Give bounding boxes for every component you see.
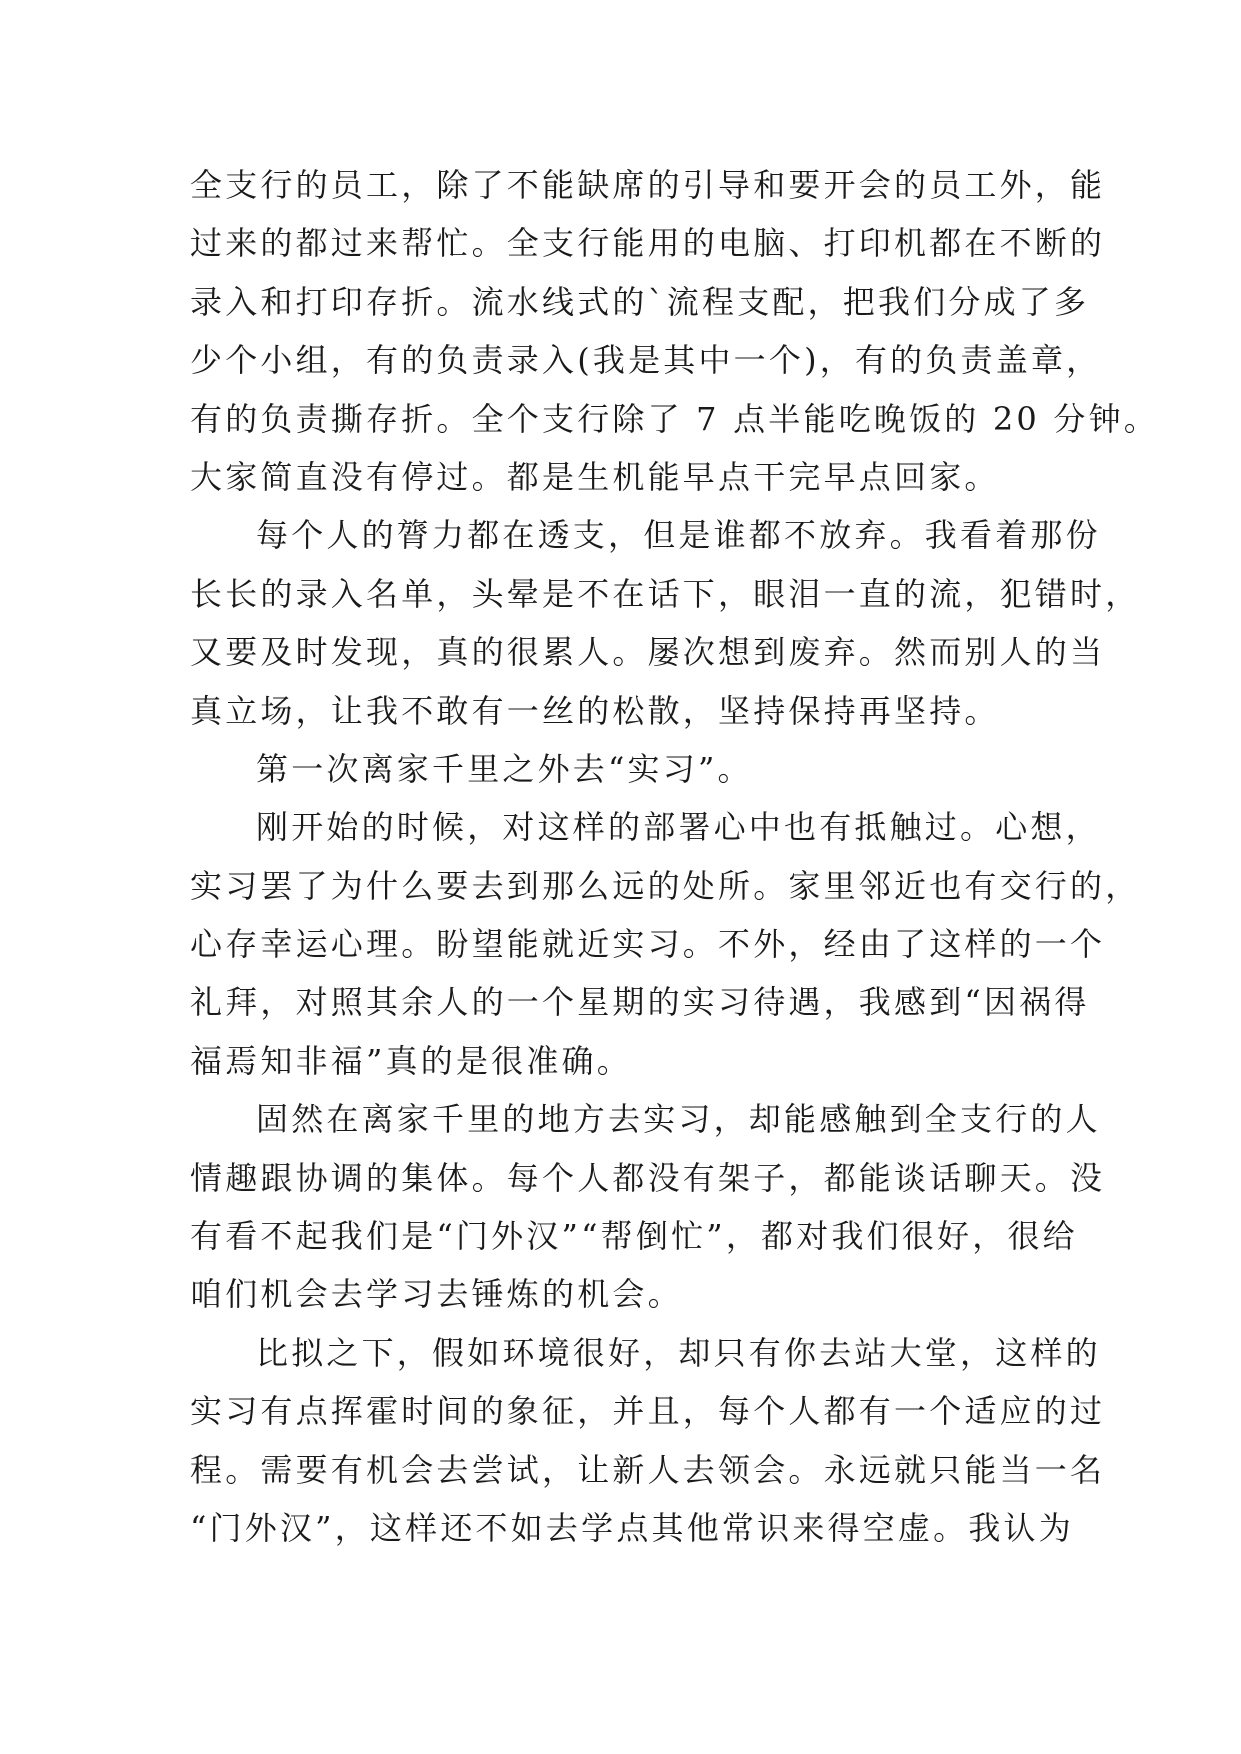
text-line: 过来的都过来帮忙。全支行能用的电脑、打印机都在不断的 <box>190 224 1106 263</box>
body-text <box>190 156 1159 1557</box>
text-line: “门外汉”，这样还不如去学点其他常识来得空虚。我认为 <box>190 1508 1074 1547</box>
text-line: 程。需要有机会去尝试，让新人去领会。永远就只能当一名 <box>190 1450 1106 1489</box>
text-line: 心存幸运心理。盼望能就近实习。不外，经由了这样的一个 <box>190 925 1106 964</box>
paragraph-first-line: 固然在离家千里的地方去实习，却能感触到全支行的人 <box>256 1100 1101 1139</box>
text-line: 礼拜，对照其余人的一个星期的实习待遇，我感到“因祸得 <box>190 983 1090 1022</box>
text-line: 实习有点挥霍时间的象征，并且，每个人都有一个适应的过 <box>190 1392 1106 1431</box>
text-line: 真立场，让我不敢有一丝的松散，坚持保持再坚持。 <box>190 691 1000 730</box>
text-line: 又要及时发现，真的很累人。屡次想到废弃。然而别人的当 <box>190 633 1106 672</box>
paragraph-first-line: 第一次离家千里之外去“实习”。 <box>256 749 753 788</box>
text-line: 长长的录入名单，头晕是不在话下，眼泪一直的流，犯错时， <box>190 574 1141 613</box>
text-line: 有看不起我们是“门外汉”“帮倒忙”，都对我们很好，很给 <box>190 1217 1078 1256</box>
text-line: 情趣跟协调的集体。每个人都没有架子，都能谈话聊天。没 <box>190 1158 1106 1197</box>
paragraph-first-line: 刚开始的时候，对这样的部署心中也有抵触过。心想， <box>256 808 1101 847</box>
paragraph-first-line: 每个人的膂力都在透支，但是谁都不放弃。我看着那份 <box>256 516 1101 555</box>
text-line: 录入和打印存折。流水线式的`流程支配，把我们分成了多 <box>190 282 1090 321</box>
text-line: 咱们机会去学习去锤炼的机会。 <box>190 1275 683 1314</box>
paragraph-first-line: 比拟之下，假如环境很好，却只有你去站大堂，这样的 <box>256 1333 1101 1372</box>
text-line: 实习罢了为什么要去到那么远的处所。家里邻近也有交行的， <box>190 866 1141 905</box>
text-line: 福焉知非福”真的是很准确。 <box>190 1041 632 1080</box>
text-line: 大家简直没有停过。都是生机能早点干完早点回家。 <box>190 457 1000 496</box>
text-line: 有的负责撕存折。全个支行除了 7 点半能吃晚饭的 20 分钟。 <box>190 399 1159 438</box>
text-line: 少个小组，有的负责录入(我是其中一个)，有的负责盖章， <box>190 341 1102 380</box>
text-line: 全支行的员工，除了不能缺席的引导和要开会的员工外，能 <box>190 166 1106 204</box>
